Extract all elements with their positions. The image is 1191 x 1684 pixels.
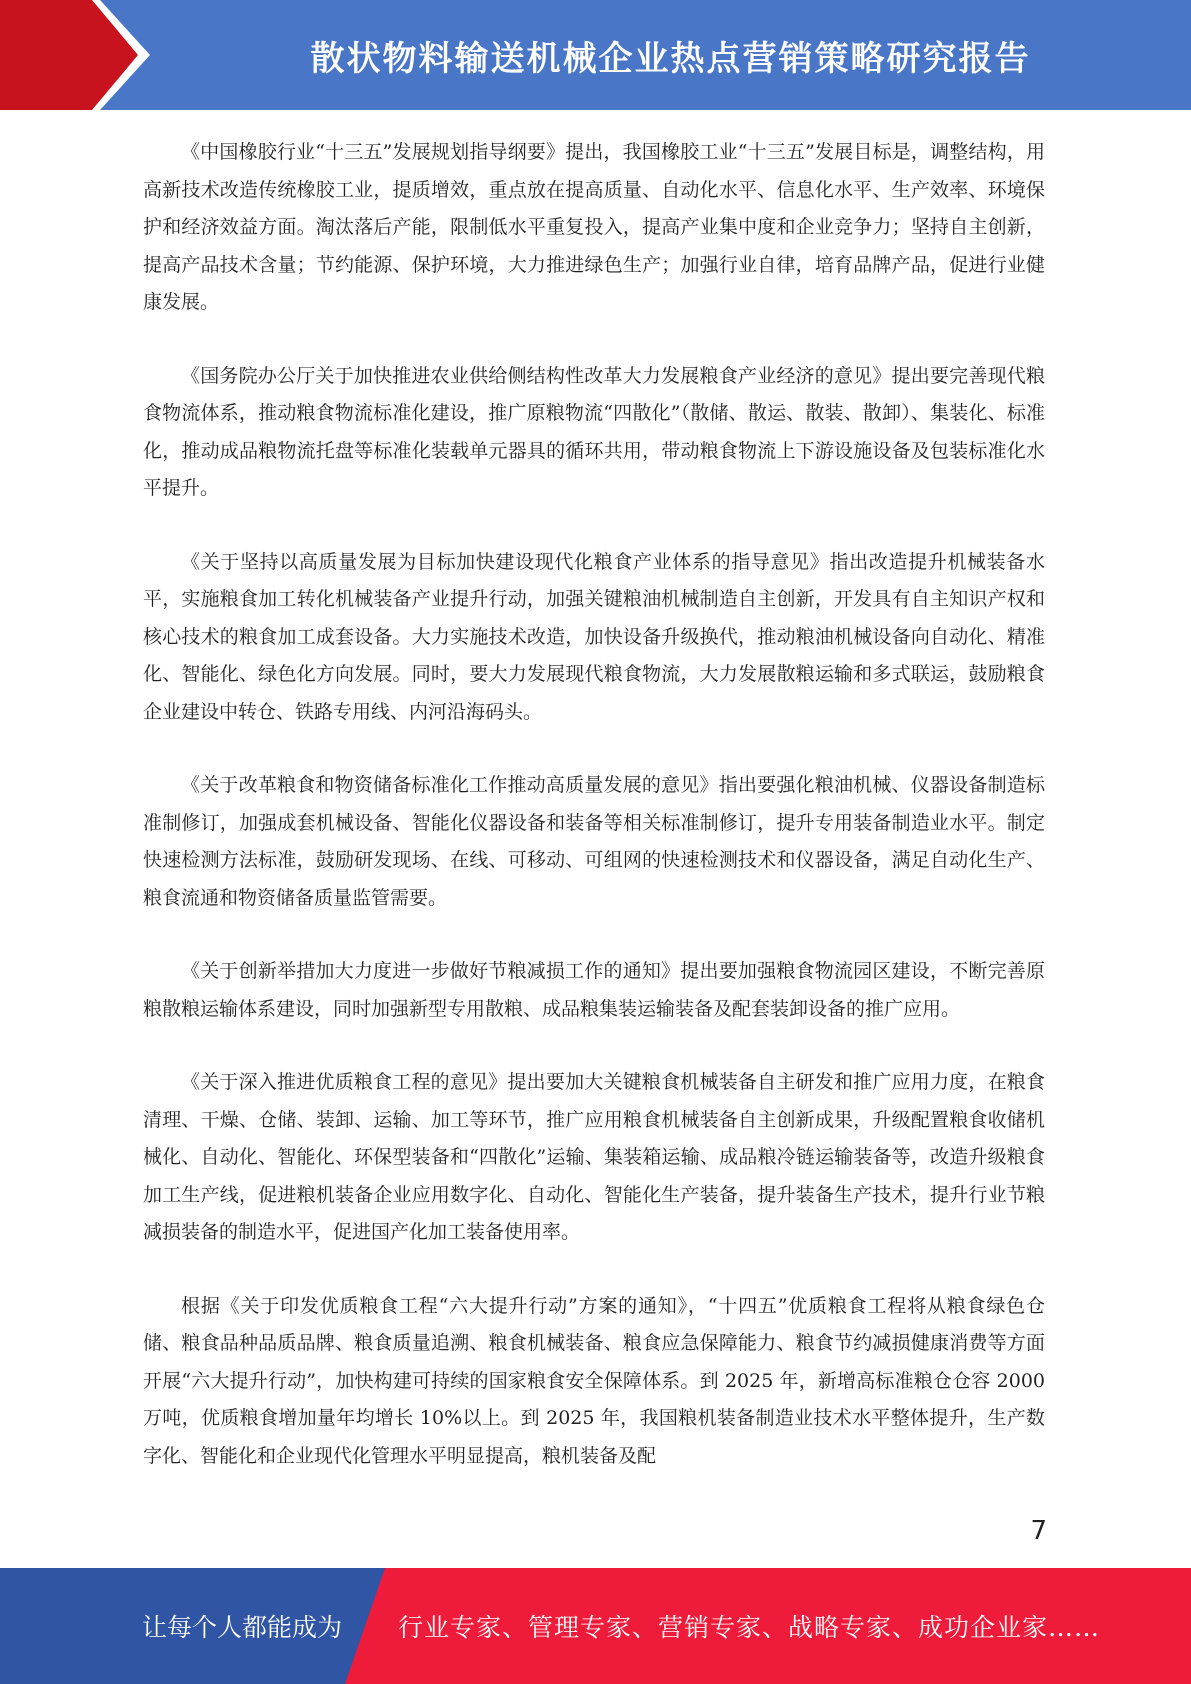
header-arrow-decoration xyxy=(0,0,160,110)
page-footer xyxy=(0,1568,1191,1684)
footer-slogan-right: 行业专家、管理专家、营销专家、战略专家、成功企业家…… xyxy=(398,1613,1101,1642)
paragraph: 《关于深入推进优质粮食工程的意见》提出要加大关键粮食机械装备自主研发和推广应用力度，在粮食清理、干燥、仓储、装卸、运输、加工等环节，推广应用粮食机械装备自主创新成果，升级配置粮食收储机械化、自动化、智能化、环保型装备和“四散化”运输、集装箱运输、成品粮冷链运输装备等，改造升级粮食加工生产线，促进粮机装备企业应用数字化、自动化、智能化生产装备，提升装备生产技术，提升行业节粮减损装备的制造水平，促进国产化加工装备使用率。 xyxy=(143,1071,1045,1243)
paragraph: 《关于创新举措加大力度进一步做好节粮减损工作的通知》提出要加强粮食物流园区建设，不断完善原粮散粮运输体系建设，同时加强新型专用散粮、成品粮集装运输装备及配套装卸设备的推广应用。 xyxy=(143,960,1045,1020)
paragraph: 《国务院办公厅关于加快推进农业供给侧结构性改革大力发展粮食产业经济的意见》提出要完善现代粮食物流体系，推动粮食物流标准化建设，推广原粮物流“四散化”（散储、散运、散装、散卸）、集装化、标准化，推动成品粮物流托盘等标准化装载单元器具的循环共用，带动粮食物流上下游设施设备及包装标准化水平提升。 xyxy=(143,364,1045,499)
paragraph: 《关于坚持以高质量发展为目标加快建设现代化粮食产业体系的指导意见》指出改造提升机械装备水平，实施粮食加工转化机械装备产业提升行动，加强关键粮油机械制造自主创新，开发具有自主知识产权和核心技术的粮食加工成套设备。大力实施技术改造，加快设备升级换代，推动粮油机械设备向自动化、精准化、智能化、绿色化方向发展。同时，要大力发展现代粮食物流，大力发展散粮运输和多式联运，鼓励粮食企业建设中转仓、铁路专用线、内河沿海码头。 xyxy=(143,550,1045,723)
paragraph: 《中国橡胶行业“十三五”发展规划指导纲要》提出，我国橡胶工业“十三五”发展目标是，调整结构，用高新技术改造传统橡胶工业，提质增效，重点放在提高质量、自动化水平、信息化水平、生产效率、环境保护和经济效益方面。淘汰落后产能，限制低水平重复投入，提高产业集中度和企业竞争力；坚持自主创新，提高产品技术含量；节约能源、保护环境，大力推进绿色生产；加强行业自律，培育品牌产品，促进行业健康发展。 xyxy=(143,141,1045,313)
page-header xyxy=(0,0,1191,110)
paragraph: 根据《关于印发优质粮食工程“六大提升行动”方案的通知》，“十四五”优质粮食工程将从粮食绿色仓储、粮食品种品质品牌、粮食质量追溯、粮食机械装备、粮食应急保障能力、粮食节约减损健康消费等方面开展“六大提升行动”，加快构建可持续的国家粮食安全保障体系。到 2025 年，新增高标准粮仓仓容 2000 万吨，优质粮食增加量年均增长 10%以上。到 2025 年，我国粮机装备制造业技术水平整体提升，生产数字化、智能化和企业现代化管理水平明显提高，粮机装备及配 xyxy=(143,1294,1045,1467)
footer-slogan-left: 让每个人都能成为 xyxy=(142,1613,343,1642)
document-body xyxy=(143,134,1045,1475)
paragraph: 《关于改革粮食和物资储备标准化工作推动高质量发展的意见》指出要强化粮油机械、仪器设备制造标准制修订，加强成套机械设备、智能化仪器设备和装备等相关标准制修订，提升专用装备制造业水平。制定快速检测方法标准，鼓励研发现场、在线、可移动、可组网的快速检测技术和仪器设备，满足自动化生产、粮食流通和物资储备质量监管需要。 xyxy=(143,774,1045,909)
report-title: 散状物料输送机械企业热点营销策略研究报告 xyxy=(310,38,1031,79)
page-number: 7 xyxy=(1030,1516,1047,1546)
